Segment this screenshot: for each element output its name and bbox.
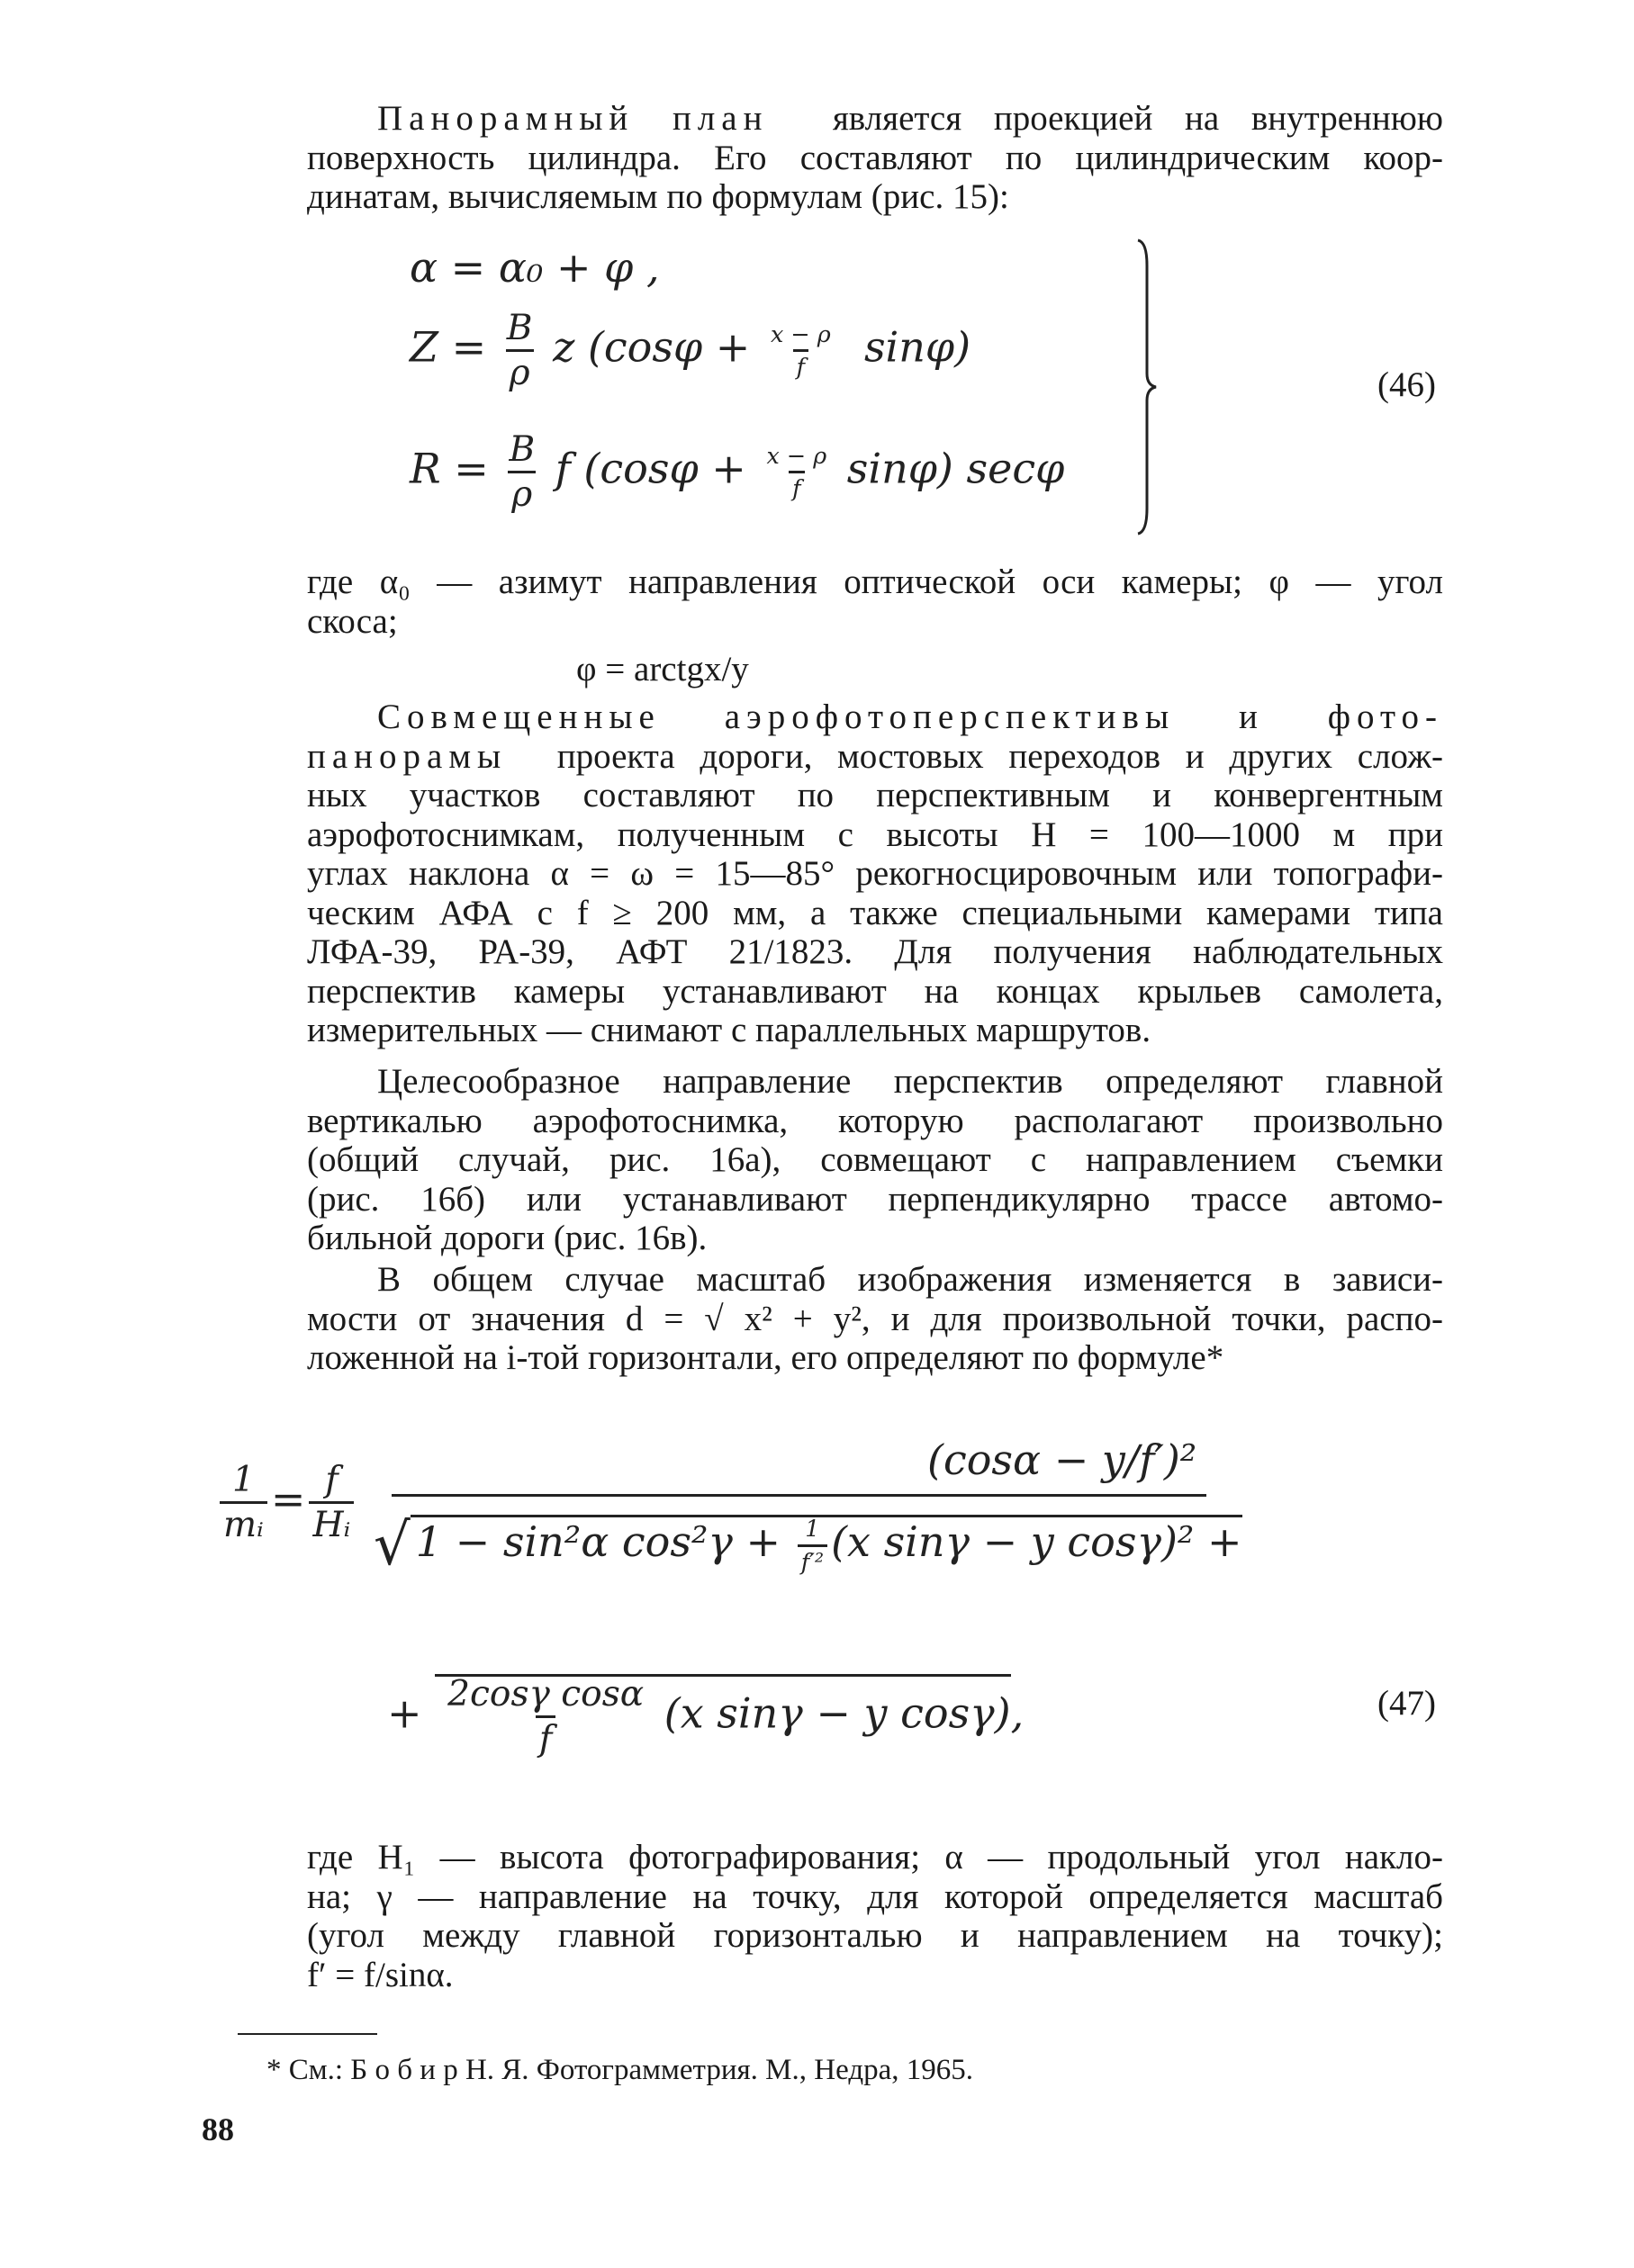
text-line: скоса; xyxy=(307,601,398,641)
fraction: $\frac{x - \rho}{f}$ xyxy=(770,320,831,381)
spaced-term: Панорамный план xyxy=(377,99,769,138)
formula-47-lhs: $\frac{1}{\text{mᵢ}}$ = $\frac{f}{\text{Hᵢ}}$ xyxy=(216,1462,357,1543)
formula-46-line-2: Z = $\frac{B}{\rho}$ z (cosφ + $\frac{x - \rho}{f}$ sinφ) xyxy=(410,308,971,394)
text-line: ЛФА-39, РА-39, АФТ 21/1823. Для получения наблюдательных xyxy=(307,932,1443,971)
page-number: 88 xyxy=(202,2111,234,2147)
text-line: ческим АФА с f ≥ 200 мм, а также специальными камерами типа xyxy=(307,893,1443,932)
text-line: (угол между главной горизонталью и направлением на точку); xyxy=(307,1916,1443,1955)
text-line: углах наклона α = ω = 15—85° рекогносцировочным или топографи- xyxy=(307,854,1443,893)
spaced-term: панорамы xyxy=(307,736,508,776)
formula-47-denominator-line-1: √ 1 − sin²α cos²γ + $\frac{1}{\text{f′²}}$ (x sinγ − y cosγ)² + xyxy=(374,1512,1242,1579)
paragraph-direction xyxy=(307,1062,1443,1258)
text-line: перспектив камеры устанавливают на концах крыльев самолета, xyxy=(307,971,1443,1011)
text-line: бильной дороги (рис. 16в). xyxy=(307,1219,708,1257)
equation-number-46: (46) xyxy=(1377,365,1436,404)
text-line: динатам, вычисляемым по формулам (рис. 15): xyxy=(307,177,1009,216)
text-line: (общий случай, рис. 16а), совмещают с направлением съемки xyxy=(307,1140,1443,1179)
paragraph-where-h1 xyxy=(307,1838,1443,1994)
right-brace xyxy=(1136,238,1158,536)
paragraph-combined-perspectives: Совмещенные аэрофотоперспективы и фото- панорамы проекта дороги, мостовых переходов и других слож- ных участков составляют по перспективным и конвергентным аэрофотоснимкам, полученным с высоты H = 100—1000 м при углах наклона α = ω = 15—85° рекогносцировочным или топографи- ческим АФА с f ≥ 200 мм, а также специальными камерами типа ЛФА-39, РА-39, АФТ 21/1823. Для получения наблюдательных перспектив камеры устанавливают на концах крыльев самолета, измерительных — снимают с параллельных маршрутов. xyxy=(307,698,1444,1049)
text-line: где H₁ — высота фотографирования; α — продольный угол накло- xyxy=(307,1838,1443,1876)
fraction: $\frac{B}{\rho}$ xyxy=(509,429,536,516)
text-line: ложенной на i-той горизонтали, его определяют по формуле* xyxy=(307,1338,1224,1377)
formula-46-line-3: R = $\frac{B}{\rho}$ f (cosφ + $\frac{x - \rho}{f}$ sinφ) secφ xyxy=(410,429,1065,516)
equation-number-47: (47) xyxy=(1377,1684,1436,1723)
text-line: мости от значения d = √ x² + y², и для произвольной точки, распо- xyxy=(307,1299,1443,1338)
text-line: на; γ — направление на точку, для которой определяется масштаб xyxy=(307,1876,1443,1916)
formula-47-denominator-line-2: + $\frac{\text{2cosγ cosα}}{f}$ (x sinγ − y cosγ), xyxy=(387,1674,1025,1760)
text-line: В общем случае масштаб изображения изменяется в зависи- xyxy=(377,1260,1443,1299)
formula-phi: φ = arctgx/y xyxy=(576,650,749,688)
text-line: вертикалью аэрофотоснимка, которую располагают произвольно xyxy=(307,1101,1443,1140)
text-line: поверхность цилиндра. Его составляют по цилиндрическим коор- xyxy=(307,138,1443,177)
paragraph-where-alpha0 xyxy=(307,562,1443,641)
formula-46-line-1: α = α₀ + φ , xyxy=(410,243,660,292)
text-line: где α₀ — азимут направления оптической оси камеры; φ — угол xyxy=(307,562,1443,601)
spaced-term: Совмещенные аэрофотоперспективы и фото- xyxy=(377,698,1443,736)
text-line: (рис. 16б) или устанавливают перпендикулярно трассе автомо- xyxy=(307,1179,1443,1219)
text-line: ных участков составляют по перспективным и конвергентным xyxy=(307,776,1443,814)
text-line: аэрофотоснимкам, полученным с высоты H = 100—1000 м при xyxy=(307,814,1443,854)
footnote-divider xyxy=(238,2033,377,2035)
footnote: * См.: Б о б и р Н. Я. Фотограмметрия. М., Недра, 1965. xyxy=(266,2054,974,2086)
paragraph-scale xyxy=(307,1260,1443,1378)
paragraph-panoramic-plan: Панорамный план является проекцией на внутреннюю поверхность цилиндра. Его составляют по цилиндрическим коор- динатам, вычисляемым по формулам (рис. 15): xyxy=(307,99,1444,216)
text-line: f′ = f/sinα. xyxy=(307,1955,454,1994)
text-line: Целесообразное направление перспектив определяют главной xyxy=(377,1062,1443,1101)
formula-47-fraction-bar xyxy=(392,1494,1206,1497)
fraction: $\frac{x - \rho}{f}$ xyxy=(766,441,827,502)
formula-47-numerator: (cosα − y/f′)² xyxy=(927,1436,1197,1484)
text-line: измерительных — снимают с параллельных маршрутов. xyxy=(307,1011,1151,1049)
fraction: $\frac{B}{\rho}$ xyxy=(506,308,533,394)
